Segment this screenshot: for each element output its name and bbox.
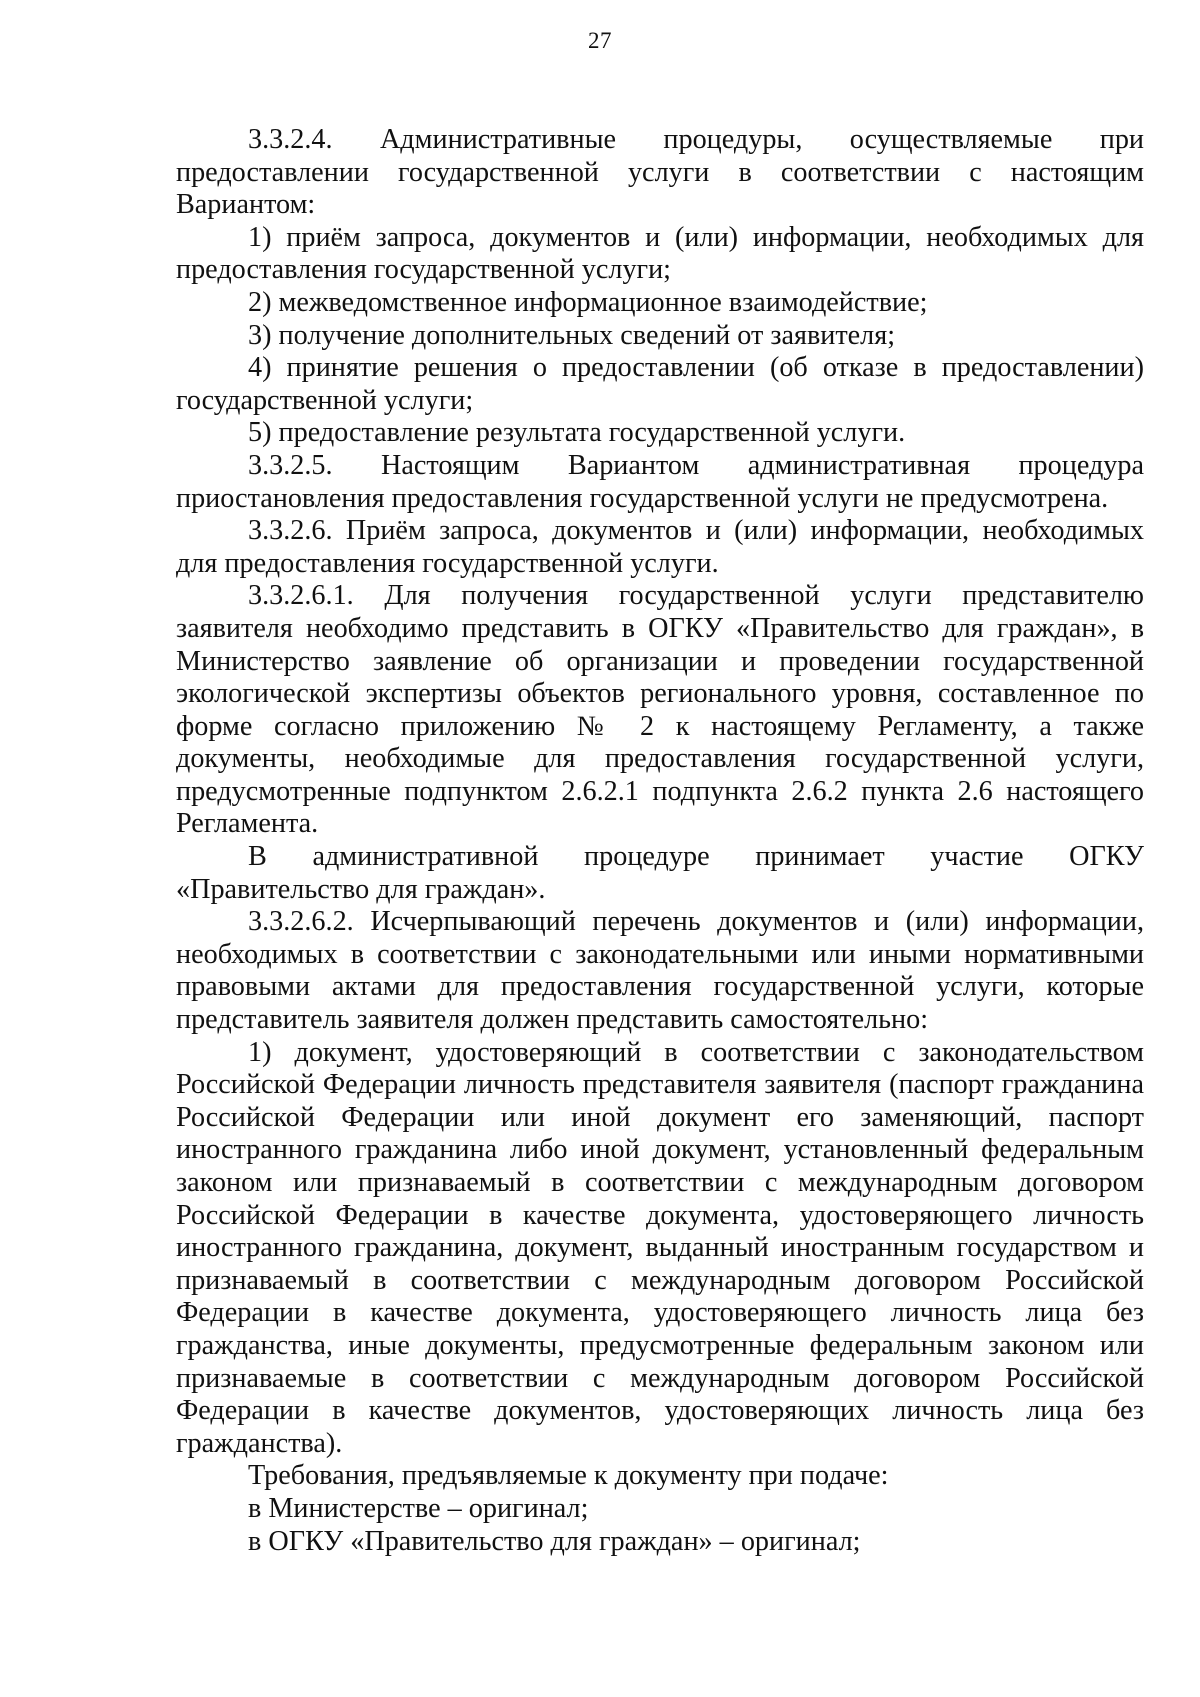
requirement-ogku: в ОГКУ «Правительство для граждан» – оригинал; xyxy=(248,1525,861,1557)
paragraph-3-3-2-6: 3.3.2.6. Приём запроса, документов и (или) информации, необходимых для предоставления государственной услуги. xyxy=(176,515,1144,579)
paragraph-participation: В административной процедуре принимает участие ОГКУ «Правительство для граждан». xyxy=(176,841,1144,905)
paragraph-3-3-2-4: 3.3.2.4. Административные процедуры, осуществляемые при предоставлении государственной услуги в соответствии с настоящим Вариантом: xyxy=(176,124,1144,221)
document-body xyxy=(176,124,1144,1558)
list-item-3: 3) получение дополнительных сведений от заявителя; xyxy=(248,319,896,351)
page-number: 27 xyxy=(588,28,612,53)
list-item-1: 1) приём запроса, документов и (или) информации, необходимых для предоставления государственной услуги; xyxy=(176,221,1144,286)
requirement-ministry: в Министерстве – оригинал; xyxy=(248,1492,589,1524)
paragraph-3-3-2-5: 3.3.2.5. Настоящим Вариантом административная процедура приостановления предоставления государственной услуги не предусмотрена. xyxy=(176,449,1144,514)
list-item-4: 4) принятие решения о предоставлении (об отказе в предоставлении) государственной услуги; xyxy=(176,352,1144,416)
document-list-item-1: 1) документ, удостоверяющий в соответствии с законодательством Российской Федерации личность представителя заявителя (паспорт гражданина Российской Федерации или иной документ его заменяющий, паспорт иностранного гражданина либо иной документ, установленный федеральным законом или признаваемый в соответствии с международным договором Российской Федерации в качестве документа, удостоверяющего личность иностранного гражданина, документ, выданный иностранным государством и признаваемый в соответствии с международным договором Российской Федерации в качестве документа, удостоверяющего личность лица без гражданства, иные документы, предусмотренные федеральным законом или признаваемые в соответствии с международным договором Российской Федерации в качестве документов, удостоверяющих личность лица без гражданства). xyxy=(176,1036,1144,1459)
list-item-5: 5) предоставление результата государственной услуги. xyxy=(248,417,906,449)
paragraph-3-3-2-6-1: 3.3.2.6.1. Для получения государственной услуги представителю заявителя необходимо представить в ОГКУ «Правительство для граждан», в Министерство заявление об организации и проведении государственной экологической экспертизы объектов регионального уровня, составленное по форме согласно приложению № 2 к настоящему Регламенту, а также документы, необходимые для предоставления государственной услуги, предусмотренные подпунктом 2.6.2.1 подпункта 2.6.2 пункта 2.6 настоящего Регламента. xyxy=(176,580,1144,840)
list-item-2: 2) межведомственное информационное взаимодействие; xyxy=(248,286,928,318)
paragraph-3-3-2-6-2: 3.3.2.6.2. Исчерпывающий перечень документов и (или) информации, необходимых в соответствии с законодательными или иными нормативными правовыми актами для предоставления государственной услуги, которые представитель заявителя должен представить самостоятельно: xyxy=(176,906,1144,1036)
requirements-heading: Требования, предъявляемые к документу при подаче: xyxy=(248,1460,889,1492)
